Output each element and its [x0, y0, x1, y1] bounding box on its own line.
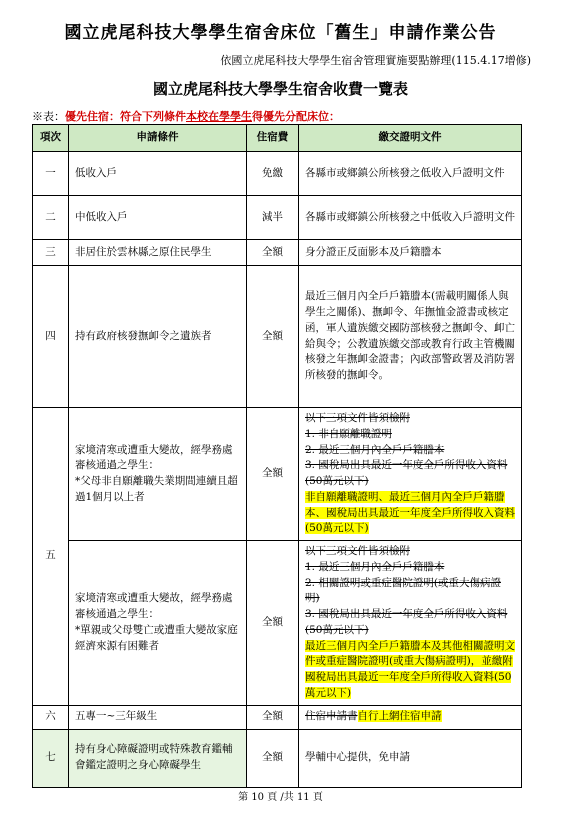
table-row [33, 408, 522, 541]
table-row [33, 196, 522, 240]
row-docs [299, 705, 522, 729]
table-row [33, 729, 522, 787]
row-no: 一 [33, 152, 69, 196]
row-fee: 全額 [247, 729, 299, 787]
row-docs: 各縣市或鄉鎮公所核發之中低收入戶證明文件 [299, 196, 522, 240]
struck-line: 1. 非自願離職證明 [305, 427, 392, 440]
row-condition: 非居住於雲林縣之原住民學生 [69, 240, 247, 266]
row-no: 四 [33, 266, 69, 408]
struck-line: 以下三項文件皆須檢附 [305, 412, 410, 424]
header-fee: 住宿費 [247, 125, 299, 152]
row-docs: 學輔中心提供，免申請 [299, 729, 522, 787]
condition-main: 家境清寒或遭重大變故，經學務處審核通過之學生： [75, 592, 233, 620]
row-docs: 身分證正反面影本及戶籍謄本 [299, 240, 522, 266]
row-condition [69, 541, 247, 706]
row-fee: 全額 [247, 266, 299, 408]
table-note [32, 108, 340, 124]
regulation-basis: 依國立虎尾科技大學學生宿舍管理實施要點辦理(115.4.17增修) [220, 54, 531, 67]
note-middle: ：符合下列條件 [109, 110, 186, 123]
row-no: 五 [33, 408, 69, 706]
struck-line: 住宿申請書 [305, 710, 358, 723]
row-no: 二 [33, 196, 69, 240]
note-students: 本校在學學生 [186, 110, 252, 123]
row-fee: 全額 [247, 240, 299, 266]
struck-line: 3. 國稅局出具最近一年度全戶所得收入資料(50萬元以下) [305, 608, 508, 636]
row-fee: 免繳 [247, 152, 299, 196]
row-condition: 中低收入戶 [69, 196, 247, 240]
highlighted-docs: 自行上網住宿申請 [357, 710, 442, 723]
header-condition: 申請條件 [69, 125, 247, 152]
header-docs: 繳交證明文件 [299, 125, 522, 152]
note-suffix: 得優先分配床位： [252, 110, 340, 123]
struck-line: 2. 最近三個月內全戶戶籍謄本 [305, 443, 445, 456]
highlighted-docs: 最近三個月內全戶戶籍謄本及其他相關證明文件或重症醫院證明(或重大傷病證明)，並繳附國稅局出具最近一年度全戶所得收入資料(50萬元以下) [305, 639, 515, 699]
struck-line: 3. 國稅局出具最近一年度全戶所得收入資料(50萬元以下) [305, 459, 508, 487]
row-condition: 持有政府核發撫卹令之遺族者 [69, 266, 247, 408]
fee-table [32, 124, 522, 788]
table-row [33, 152, 522, 196]
row-docs: 最近三個月內全戶戶籍謄本(需載明關係人與學生之關係)、撫卹令、年撫恤金證書或核定函，軍人遺族繳交國防部核發之撫卹令、卹亡給與令；公教遺族繳交部或教育行政主管機關核發之年撫卹金證書；內政部警政署及消防署所核發的撫卹令。 [299, 266, 522, 408]
row-fee: 全額 [247, 705, 299, 729]
note-prefix: ※表： [32, 110, 65, 123]
row-docs [299, 408, 522, 541]
row-condition: 持有身心障礙證明或特殊教育鑑輔會鑑定證明之身心障礙學生 [69, 729, 247, 787]
row-condition: 低收入戶 [69, 152, 247, 196]
condition-sub: *單親或父母雙亡或遭重大變故家庭經濟來源有困難者 [75, 623, 238, 652]
row-fee: 減半 [247, 196, 299, 240]
page-footer: 第 10 頁 /共 11 頁 [238, 792, 323, 803]
row-fee: 全額 [247, 541, 299, 706]
row-no: 七 [33, 729, 69, 787]
header-no: 項次 [33, 125, 69, 152]
condition-sub: *父母非自願離職失業期間連續且超過1個月以上者 [75, 475, 238, 503]
table-row [33, 705, 522, 729]
note-priority: 優先住宿 [65, 110, 109, 123]
row-docs [299, 541, 522, 706]
row-no: 三 [33, 240, 69, 266]
row-condition [69, 408, 247, 541]
table-row [33, 266, 522, 408]
table-row [33, 541, 522, 706]
table-row [33, 240, 522, 266]
highlighted-docs: 非自願離職證明、最近三個月內全戶戶籍謄本、國稅局出具最近一年度全戶所得收入資料(50萬元以下) [305, 490, 515, 535]
row-condition: 五專一~三年級生 [69, 705, 247, 729]
table-header-row [33, 125, 522, 152]
struck-line: 1. 最近三個月內全戶戶籍謄本 [305, 560, 445, 573]
row-no: 六 [33, 705, 69, 729]
struck-line: 2. 相關證明或重症醫院證明(或重大傷病證明) [305, 576, 501, 605]
table-title: 國立虎尾科技大學學生宿舍收費一覽表 [152, 80, 408, 98]
struck-line: 以下三項文件皆須檢附 [305, 545, 410, 557]
condition-main: 家境清寒或遭重大變故，經學務處審核通過之學生： [75, 443, 233, 472]
row-fee: 全額 [247, 408, 299, 541]
row-docs: 各縣市或鄉鎮公所核發之低收入戶證明文件 [299, 152, 522, 196]
page-title: 國立虎尾科技大學學生宿舍床位「舊生」申請作業公告 [64, 23, 497, 43]
